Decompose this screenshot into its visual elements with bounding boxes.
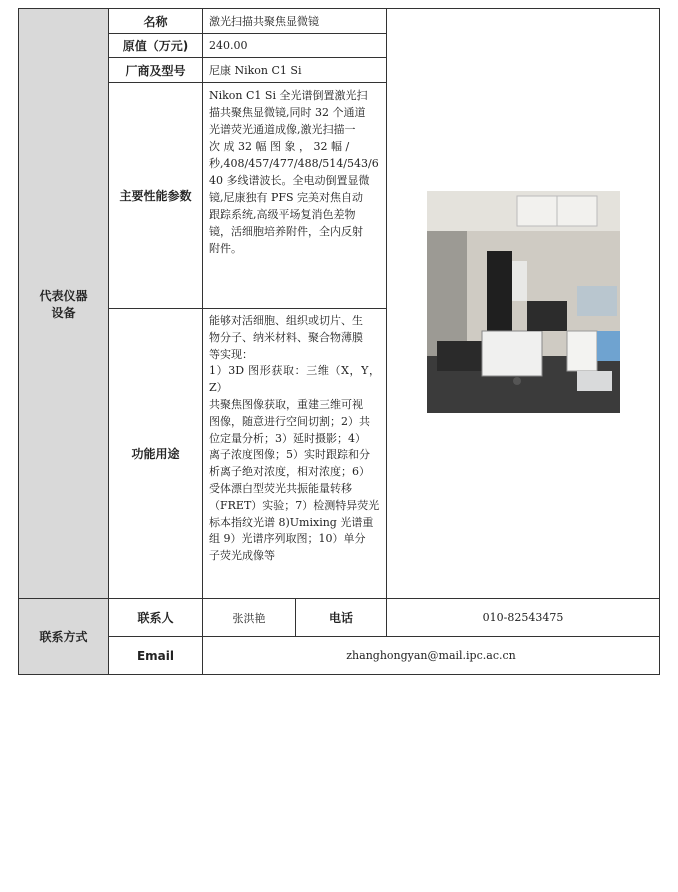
- spec-text: [203, 83, 387, 309]
- func-line: 图像，随意进行空间切割；2）共: [209, 414, 370, 428]
- email-value: zhanghongyan@mail.ipc.ac.cn: [203, 637, 660, 675]
- name-label: 名称: [109, 9, 203, 34]
- equipment-table: [18, 8, 660, 675]
- func-text: [203, 309, 387, 599]
- spec-line: 镜,尼康独有 PFS 完美对焦自动: [209, 191, 364, 204]
- price-value: 240.00: [203, 34, 387, 58]
- spec-line: 镜，活细胞培养附件，全内反射: [209, 225, 363, 238]
- spec-line: 描共聚焦显微镜,同时 32 个通道: [209, 106, 366, 119]
- photo-cell: [387, 9, 660, 599]
- spec-line: 附件。: [209, 242, 242, 255]
- phone-value: 010-82543475: [387, 599, 660, 637]
- phone-label: 电话: [296, 599, 387, 637]
- person-value: 张洪艳: [203, 599, 296, 637]
- email-label: Email: [109, 637, 203, 675]
- func-line: 1）3D 图形获取：三维（X，Y，Z）: [209, 364, 380, 395]
- func-line: 物分子、纳米材料、聚合物薄膜: [209, 330, 363, 344]
- person-label: 联系人: [109, 599, 203, 637]
- section-label-equipment: 代表仪器 设备: [19, 9, 109, 599]
- func-label: 功能用途: [109, 309, 203, 599]
- spec-line: 跟踪系统,高级平场复消色差物: [209, 208, 356, 221]
- func-line: 受体漂白型荧光共振能量转移: [209, 481, 352, 495]
- func-line: 共聚焦图像获取，重建三维可视: [209, 397, 363, 411]
- func-line: 离子浓度图像；5）实时跟踪和分: [209, 448, 370, 462]
- spec-line: 光谱荧光通道成像,激光扫描一: [209, 123, 356, 136]
- func-line: 组 9）光谱序列取图；10）单分: [209, 532, 366, 546]
- func-line: 能够对活细胞、组织或切片、生: [209, 314, 363, 327]
- maker-label: 厂商及型号: [109, 58, 203, 83]
- section-label-contact: 联系方式: [19, 599, 109, 675]
- spec-label: 主要性能参数: [109, 83, 203, 309]
- func-line: 等实现：: [209, 347, 253, 361]
- func-line: 标本指纹光谱 8)Umixing 光谱重: [209, 515, 374, 529]
- spec-line: 40 多线谱波长。全电动倒置显微: [209, 174, 370, 187]
- spec-line: 次 成 32 幅 图 象 ， 32 幅 /: [209, 140, 350, 153]
- func-line: （FRET）实验；7）检测特异荧光: [209, 498, 380, 512]
- func-line: 析离子绝对浓度，相对浓度；6）: [209, 465, 370, 479]
- spec-line: 秒,408/457/477/488/514/543/6: [209, 157, 379, 170]
- name-value: 激光扫描共聚焦显微镜: [203, 9, 387, 34]
- func-line: 位定量分析；3）延时摄影；4）: [209, 431, 366, 445]
- price-label: 原值（万元): [109, 34, 203, 58]
- spec-line: Nikon C1 Si 全光谱倒置激光扫: [209, 89, 368, 102]
- func-line: 子荧光成像等: [209, 549, 275, 563]
- maker-value: 尼康 Nikon C1 Si: [203, 58, 387, 83]
- microscope-photo: [427, 191, 620, 413]
- microscope-photo-graphic: [427, 191, 620, 413]
